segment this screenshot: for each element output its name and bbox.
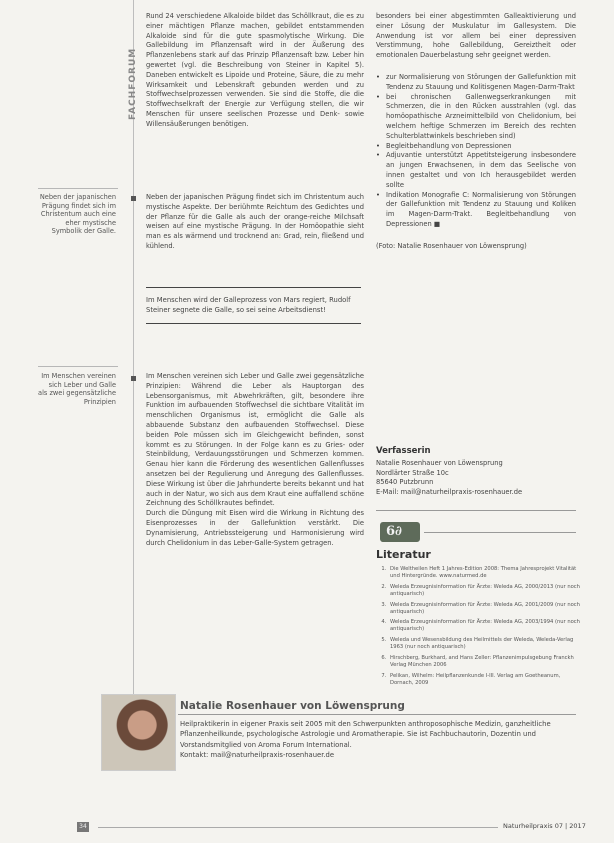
- body-column-right: [376, 12, 576, 252]
- literature-heading: Literatur: [376, 548, 431, 561]
- author-city: 85640 Putzbrunn: [376, 478, 434, 487]
- body-column-middle-section: [146, 193, 364, 252]
- margin-marker: [131, 376, 136, 381]
- pull-quote: Im Menschen wird der Galleprozess von Mars regiert, Rudolf Steiner segnete die Galle, so sei seine Arbeitsdienst!: [146, 287, 361, 324]
- literature-item: 5. Weleda und Wesensbildung des Heilmittels der Weleda, Weleda-Verlag 1963 (nur noch antiquarisch): [388, 637, 584, 651]
- divider: [178, 714, 576, 715]
- literature-item: 6. Hirschberg, Burkhard, and Hans Zeller: Pflanzenimpulsgebung Franckh Verlag München 2006: [388, 655, 584, 669]
- list-item-text: Indikation Monografie C: Normalisierung von Störungen der Gallefunktion mit Tendenz zu Stauung und Koliken im Magen-Darm-Trakt. Begleitbehandlung von Depressionen: [386, 190, 576, 228]
- author-photo: [101, 694, 176, 771]
- page-number: 34: [77, 822, 89, 832]
- margin-rule: [38, 188, 118, 189]
- magazine-issue: Naturheilpraxis 07 | 2017: [503, 822, 586, 830]
- paragraph: besonders bei einer abgestimmten Galleaktivierung und einer Lösung der Muskulatur im Gallesystem. Die Anwendung ist vor allem bei einer depressiven Verstimmung, hohe Gallebildung, Gereiztheit oder emotionalen Dauerbelastung sehr geeignet werden.: [376, 12, 576, 60]
- author-heading: Verfasserin: [376, 446, 431, 456]
- bio-name: Natalie Rosenhauer von Löwensprung: [180, 700, 405, 712]
- list-item: • zur Normalisierung von Störungen der Gallefunktion mit Tendenz zu Stauung und Kolitisgenen Magen-Darm-Trakt: [376, 73, 576, 93]
- margin-note-1: Neben der japanischen Prägung findet sich im Christentum auch eine eher mystische Symbolik der Galle.: [39, 193, 116, 236]
- list-item: • Begleitbehandlung von Depressionen: [376, 142, 576, 152]
- paragraph: Rund 24 verschiedene Alkaloide bildet das Schöllkraut, die es zu einer mächtigen Pflanze machen, gebildet entstammenden Alkaloide sind für die gute spasmolytische Wirkung. Die Gallebildung im Pflanzensaft wird in der Äußerung des Pflanzenlebens stark auf das Prinzip Pflanzensaft bzw. Leber hin gewertet (vgl. die Beschreibung von Steiner in Kapitel 5). Daneben entwickelt es Lipoide und Proteine, Säure, die zu mehr Wirksamkeit und Lebenskraft gebunden werden und zu Stoffwechselprozessen verwenden. Sie sind die Stoffe, die die Stoffwechselkraft der Energie zur Verfügung stellen, die wir Menschen für unsere seelischen Prozesse und Denk- sowie Willensäußerungen benötigen.: [146, 12, 364, 128]
- paragraph: Neben der japanischen Prägung findet sich im Christentum auch mystische Aspekte. Der beriühmte Reichtum des Gedichtes und der Pflanze für die Galle als auch der orange-reiche Milchsaft weisen auf eine mystische Prägung. In der Homöopathie sieht man es als wärmend und trocknend an: Grad, rein, fließend und kühlend.: [146, 193, 364, 250]
- margin-marker: [131, 196, 136, 201]
- author-name: Natalie Rosenhauer von Löwensprung: [376, 459, 503, 467]
- divider: [376, 510, 576, 511]
- book-icon: 6∂: [386, 524, 402, 539]
- author-street: Nordlärter Straße 10c: [376, 468, 449, 477]
- author-email: E-Mail: mail@naturheilpraxis-rosenhauer.de: [376, 487, 523, 496]
- margin-note-2: Im Menschen vereinen sich Leber und Galle als zwei gegensätzliche Prinzipien: [38, 372, 116, 406]
- literature-item: 1. Die Weltheilen Heft 1 Jahres-Edition 2008: Thema Jahresprojekt Vitalität und Hintergründe. www.naturmed.de: [388, 566, 584, 580]
- margin-rule: [38, 366, 118, 367]
- paragraph: Im Menschen vereinen sich Leber und Galle zwei gegensätzliche Prinzipien: Während die Leber als Hauptorgan des Lebensorganismus, mit Abwehrkräften, gilt, besondere ihre Funktion im aufbauenden Stoffwechsel die sichtbare Vitalität im menschlichen Organismus ist, ermöglicht die Galle als abbauende Substanz den aufbauenden Stoffwechsel. Diese beiden Pole müssen sich im Gleichgewicht befinden, sonst kommt es zu Störungen. In der Folge kann es zu Gries- oder Steinbildung, Verdauungsstörungen und Schmerzen kommen. Genau hier kann die Förderung des wesentlichen Gallenflusses ansetzen bei der Regulierung und Anregung des Gallenflusses. Diese Wirkung ist über die Jahrhunderte bereits bekannt und hat auch in der Natur, wo sich aus dem Kraut eine auffallend schöne Zeichnung des Schöllkrautes befindet.: [146, 372, 364, 508]
- author-address: [376, 459, 522, 497]
- bio-text: [180, 719, 578, 761]
- photo-credit: (Foto: Natalie Rosenhauer von Löwensprung): [376, 241, 527, 250]
- literature-item: 3. Weleda Erzeugnisinformation für Ärzte: Weleda AG, 2001/2009 (nur noch antiquarisch): [388, 602, 584, 616]
- list-item: • bei chronischen Gallenwegserkrankungen mit Schmerzen, die in den Rücken ausstrahlen (vgl. das homöopathische Arzneimittelbild von Chelidonium, bei welchem heftige Schmerzen im Bereich des rechten Schulterblattwinkels beschrieben sind): [376, 93, 576, 142]
- bio-description: Heilpraktikerin in eigener Praxis seit 2005 mit den Schwerpunkten anthroposophische Medizin, ganzheitliche Pflanzenheilkunde, psychologische Astrologie und Aromatherapie. Sie ist Fachbuchautorin, Dozentin und Vorstandsmitglied von Aroma Forum International.: [180, 720, 551, 749]
- bio-contact: Kontakt: mail@naturheilpraxis-rosenhauer.de: [180, 751, 335, 760]
- literature-item: 2. Weleda Erzeugnisinformation für Ärzte: Weleda AG, 2000/2013 (nur noch antiquarisch): [388, 584, 584, 598]
- body-column-middle-top: [146, 12, 364, 130]
- literature-list: [376, 566, 584, 691]
- literature-item: 4. Weleda Erzeugnisinformation für Ärzte: Weleda AG, 2003/1994 (nur noch antiquarisch): [388, 619, 584, 633]
- indication-list: [376, 73, 576, 230]
- paragraph: Durch die Düngung mit Eisen wird die Wirkung in Richtung des Eisenprozesses in der Gallefunktion verstärkt. Die Dynamisierung, Antriebssteigerung und Harmonisierung wird durch Chelidonium in das Leber-Galle-System getragen.: [146, 509, 364, 547]
- body-column-middle-bottom: [146, 372, 364, 548]
- list-item: • Adjuvantie unterstützt Appetitsteigerung insbesondere an jungen Erwachsenen, in dem das Seelische von innen gestaltet und von Ich herausgebildet werden sollte: [376, 151, 576, 190]
- end-mark: ■: [433, 219, 441, 228]
- literature-item: 7. Pelikan, Wilhelm: Heilpflanzenkunde I-III. Verlag am Goetheanum, Dornach, 2009: [388, 673, 584, 687]
- divider: [424, 532, 576, 533]
- section-label: FACHFORUM: [128, 47, 138, 120]
- footer-rule: [98, 827, 498, 828]
- list-item: [376, 191, 576, 230]
